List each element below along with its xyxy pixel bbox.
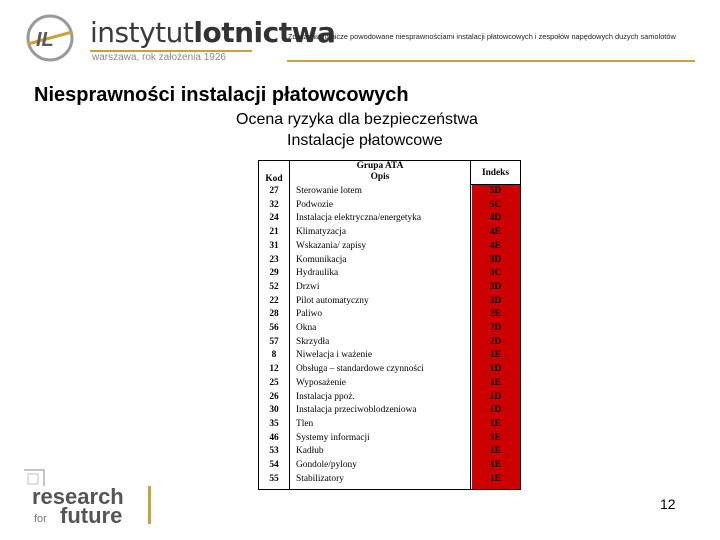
slide-title: Niesprawności instalacji płatowcowych [34,84,409,106]
table-cell-indeks: 1D [489,391,502,402]
table-cell-opis: Gondole/pylony [296,460,357,470]
header-kod: Kod [265,174,283,184]
table-cell-kod: 52 [269,281,279,292]
table-cell-indeks: 1E [490,418,501,429]
table-cell-opis: Instalacja elektryczna/energetyka [296,213,422,224]
table-cell-kod: 56 [269,323,279,333]
page-number: 12 [660,496,676,512]
logo-text-for: for [34,513,47,525]
table-cell-kod: 23 [269,254,279,265]
table-cell-indeks: 1E [490,473,501,484]
table-cell-opis: Paliwo [296,309,323,320]
logo-text-research: research [32,484,124,509]
table-cell-kod: 22 [269,295,279,306]
header-divider [287,60,695,62]
header-group-ata: Grupa ATA [356,161,404,171]
table-cell-opis: Sterowanie lotem [296,186,362,196]
table-cell-kod: 35 [269,418,279,429]
table-cell-opis: Hydraulika [296,268,339,279]
table-cell-kod: 53 [269,446,279,457]
table-cell-opis: Klimatyzacja [296,227,346,238]
table-cell-indeks: 3D [489,254,502,265]
table-cell-opis: Tlen [296,418,314,429]
table-cell-indeks: 1E [490,460,501,470]
table-cell-indeks: 1E [490,377,501,388]
header-description: Zdarzenia lotnicze powodowane niesprawnościami instalacji płatowcowych i zespołów napędowych dużych samolotów [288,32,676,41]
table-cell-opis: Drzwi [296,281,320,292]
header-indeks: Indeks [481,168,510,178]
table-cell-opis: Okna [296,323,317,333]
table-cell-opis: Stabilizatory [296,473,344,484]
table-cell-kod: 54 [269,460,279,470]
table-cell-kod: 29 [269,268,279,279]
table-cell-opis: Podwozie [296,199,333,210]
brand-part1: instytut [90,16,194,49]
table-cell-opis: Obsługa – standardowe czynności [296,364,424,375]
table-cell-kod: 31 [269,240,279,251]
table-cell-opis: Niwelacja i ważenie [296,350,372,361]
table-cell-indeks: 2E [490,309,501,320]
table-cell-kod: 30 [269,405,279,416]
table-cell-indeks: 1E [490,350,501,361]
table-cell-kod: 55 [269,473,279,484]
ata-risk-table [258,160,521,490]
research-for-future-logo [14,466,154,526]
table-cell-opis: Instalacja ppoż. [296,391,355,402]
table-cell-indeks: 5C [489,199,502,210]
table-cell-kod: 28 [269,309,279,320]
table-cell-kod: 27 [269,186,279,196]
table-cell-indeks: 3C [489,268,502,279]
table-cell-indeks: 1E [490,446,501,457]
table-cell-opis: Komunikacja [296,254,347,265]
table-cell-indeks: 3D [489,295,502,306]
table-cell-opis: Systemy informacji [296,432,370,443]
header-opis: Opis [370,172,390,182]
table-cell-indeks: 4E [490,240,501,251]
table-cell-indeks: 2D [489,336,502,347]
table-cell-indeks: 4D [489,213,502,224]
table-cell-indeks: 4E [490,227,501,238]
table-cell-indeks: 3D [489,281,502,292]
table-cell-opis: Instalacja przeciwoblodzeniowa [296,405,417,416]
table-cell-kod: 25 [269,377,279,388]
svg-text:IL: IL [36,29,54,51]
table-cell-indeks: 2D [489,323,502,333]
table-cell-indeks: 5D [489,186,502,196]
table-cell-kod: 26 [269,391,279,402]
table-cell-opis: Wskazania/ zapisy [296,240,367,251]
table-cell-opis: Wyposażenie [296,377,346,388]
table-cell-kod: 32 [269,199,279,210]
brand-part2: lotnictwa [193,16,336,49]
institute-emblem-icon [20,12,84,64]
table-cell-kod: 12 [269,364,279,375]
slide-subtitle-1: Ocena ryzyka dla bezpieczeństwa [236,111,478,128]
table-cell-kod: 21 [269,227,279,238]
table-cell-opis: Kadłub [296,446,324,457]
table-cell-kod: 8 [271,350,277,361]
table-cell-kod: 46 [269,432,279,443]
table-cell-indeks: 1D [489,364,502,375]
table-cell-opis: Pilot automatyczny [296,295,369,306]
table-cell-kod: 57 [269,336,279,347]
logo-text-future: future [60,503,123,526]
table-cell-opis: Skrzydła [296,336,330,347]
slide-subtitle-2: Instalacje płatowcowe [287,132,443,149]
brand-subtitle: warszawa, rok założenia 1926 [92,52,226,63]
table-cell-indeks: 1D [489,405,502,416]
table-cell-kod: 24 [269,213,279,224]
table-cell-indeks: 1E [490,432,501,443]
